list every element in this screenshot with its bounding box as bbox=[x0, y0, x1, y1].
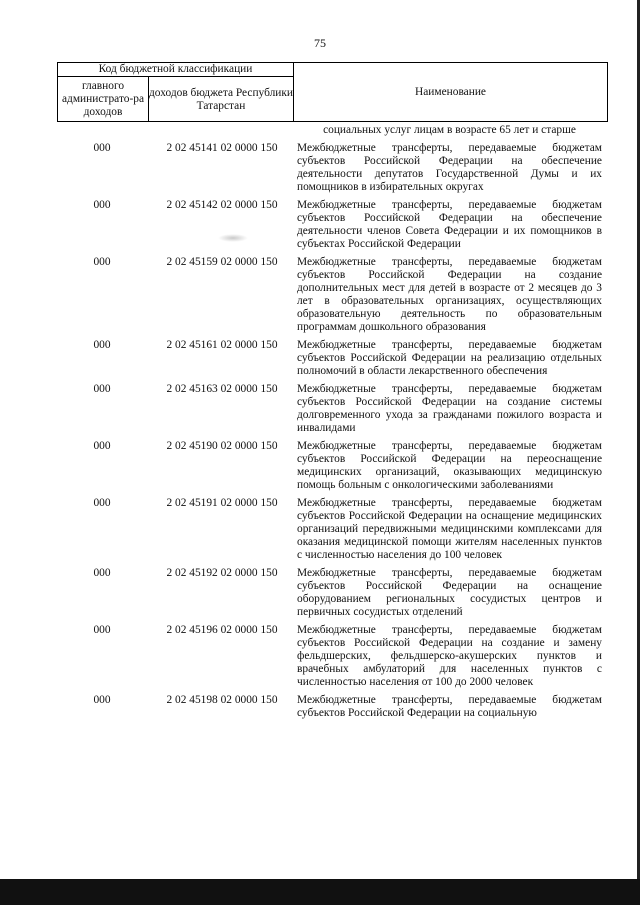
admin-code-cell: 000 bbox=[93, 142, 111, 154]
income-code-cell: 2 02 45198 02 0000 150 bbox=[166, 694, 278, 706]
admin-code-cell: 000 bbox=[93, 383, 111, 395]
page-number: 75 bbox=[314, 36, 326, 50]
table-row bbox=[57, 567, 608, 619]
admin-code-cell: 000 bbox=[93, 199, 111, 211]
income-code-cell: 2 02 45196 02 0000 150 bbox=[166, 624, 278, 636]
header-income-code bbox=[149, 77, 294, 122]
name-cell: Межбюджетные трансферты, передаваемые бюджетам субъектов Российской Федерации на обеспечение деятельности членов Совета Федерации и их помощников в субъектах Российской Федерации bbox=[297, 199, 602, 250]
scan-bottom-border bbox=[0, 879, 640, 905]
table-row bbox=[57, 339, 608, 378]
header-name bbox=[294, 63, 607, 121]
table-row bbox=[57, 497, 608, 562]
income-code-cell: 2 02 45190 02 0000 150 bbox=[166, 440, 278, 452]
name-cell: Межбюджетные трансферты, передаваемые бюджетам субъектов Российской Федерации на создание и замену фельдшерских, фельдшерско-акушерских пунктов и врачебных амбулаторий для населенных пунктов с численностью населения от 100 до 2000 человек bbox=[297, 624, 602, 688]
income-code-cell: 2 02 45141 02 0000 150 bbox=[166, 142, 278, 154]
table-row bbox=[57, 256, 608, 334]
header-admin-code bbox=[58, 77, 149, 122]
admin-code-cell: 000 bbox=[93, 256, 111, 268]
table-row bbox=[57, 440, 608, 492]
name-cell: Межбюджетные трансферты, передаваемые бюджетам субъектов Российской Федерации на обеспечение деятельности депутатов Государственной Думы и их помощников в избирательных округах bbox=[297, 142, 602, 193]
income-code-cell: 2 02 45163 02 0000 150 bbox=[166, 383, 278, 395]
income-code-cell: 2 02 45161 02 0000 150 bbox=[166, 339, 278, 351]
admin-code-cell: 000 bbox=[93, 624, 111, 636]
table-row bbox=[57, 142, 608, 194]
table-header bbox=[57, 62, 608, 122]
header-admin-label: главного администрато-ра доходов bbox=[61, 80, 145, 118]
header-income-label: доходов бюджета Республики Татарстан bbox=[149, 86, 294, 112]
header-name-label: Наименование bbox=[415, 85, 486, 98]
admin-code-cell: 000 bbox=[93, 497, 111, 509]
name-cell: Межбюджетные трансферты, передаваемые бюджетам субъектов Российской Федерации на переоснащение медицинских организаций, оказывающих медицинскую помощь больным с онкологическими заболеваниями bbox=[297, 440, 602, 491]
admin-code-cell: 000 bbox=[93, 339, 111, 351]
admin-code-cell: 000 bbox=[93, 440, 111, 452]
name-cell: Межбюджетные трансферты, передаваемые бюджетам субъектов Российской Федерации на оснащение медицинских организаций передвижными медицинскими комплексами для оказания медицинской помощи жителям населенных пунктов с численностью населения до 100 человек bbox=[297, 497, 602, 561]
income-code-cell: 2 02 45191 02 0000 150 bbox=[166, 497, 278, 509]
name-cell: Межбюджетные трансферты, передаваемые бюджетам субъектов Российской Федерации на реализацию отдельных полномочий в области лекарственного обеспечения bbox=[297, 339, 602, 377]
table-row bbox=[57, 624, 608, 689]
scan-smudge bbox=[218, 234, 248, 242]
table-row bbox=[57, 694, 608, 720]
table-row bbox=[57, 383, 608, 435]
table-body bbox=[57, 142, 608, 720]
continuation-text: социальных услуг лицам в возрасте 65 лет и старше bbox=[323, 124, 576, 136]
admin-code-cell: 000 bbox=[93, 567, 111, 579]
name-cell: Межбюджетные трансферты, передаваемые бюджетам субъектов Российской Федерации на создание дополнительных мест для детей в возрасте от 2 месяцев до 3 лет в образовательных организациях, осуществляющих образовательную деятельность по образовательным программам дошкольного образования bbox=[297, 256, 602, 333]
name-cell: Межбюджетные трансферты, передаваемые бюджетам субъектов Российской Федерации на оснащение оборудованием региональных сосудистых центров и первичных сосудистых отделений bbox=[297, 567, 602, 618]
table-row bbox=[57, 199, 608, 251]
admin-code-cell: 000 bbox=[93, 694, 111, 706]
budget-classification-table bbox=[57, 62, 608, 720]
income-code-cell: 2 02 45159 02 0000 150 bbox=[166, 256, 278, 268]
income-code-cell: 2 02 45142 02 0000 150 bbox=[166, 199, 278, 211]
header-group-label: Код бюджетной классификации bbox=[58, 63, 294, 77]
name-cell: Межбюджетные трансферты, передаваемые бюджетам субъектов Российской Федерации на социальную bbox=[297, 694, 602, 719]
name-cell: Межбюджетные трансферты, передаваемые бюджетам субъектов Российской Федерации на создание системы долговременного ухода за гражданами пожилого возраста и инвалидами bbox=[297, 383, 602, 434]
income-code-cell: 2 02 45192 02 0000 150 bbox=[166, 567, 278, 579]
